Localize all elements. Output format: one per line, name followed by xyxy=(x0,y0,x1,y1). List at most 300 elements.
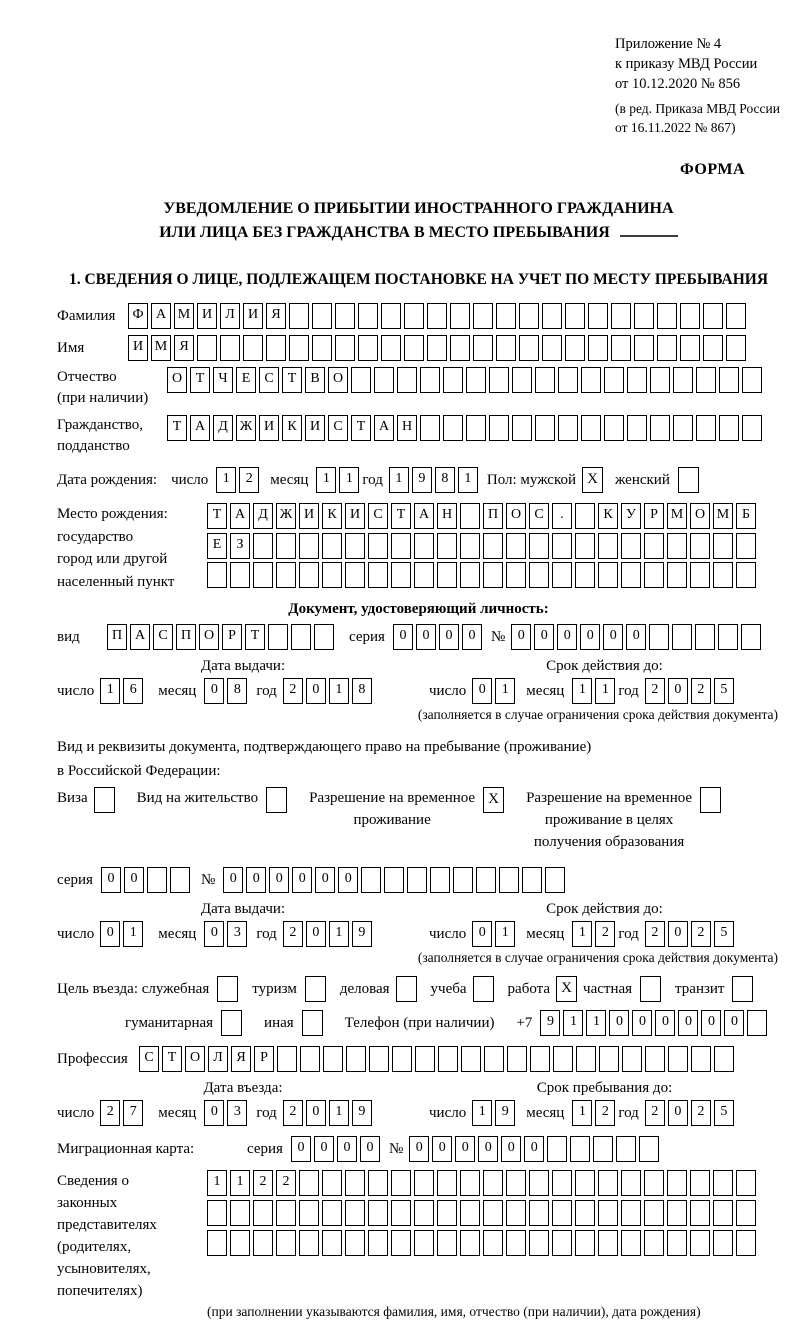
rvp-checkbox[interactable]: X xyxy=(483,787,504,813)
char-box[interactable]: Е xyxy=(207,533,227,559)
char-box[interactable] xyxy=(322,1200,342,1226)
char-box[interactable] xyxy=(650,367,670,393)
char-box[interactable]: 0 xyxy=(306,921,326,947)
char-box[interactable]: С xyxy=(368,503,388,529)
char-box[interactable] xyxy=(650,415,670,441)
char-box[interactable]: К xyxy=(598,503,618,529)
char-box[interactable]: М xyxy=(667,503,687,529)
char-box[interactable] xyxy=(358,303,378,329)
char-box[interactable] xyxy=(368,533,388,559)
char-box[interactable] xyxy=(599,1046,619,1072)
char-box[interactable]: А xyxy=(190,415,210,441)
char-box[interactable] xyxy=(420,367,440,393)
char-box[interactable]: И xyxy=(259,415,279,441)
char-box[interactable]: И xyxy=(197,303,217,329)
char-box[interactable] xyxy=(289,303,309,329)
char-box[interactable] xyxy=(381,303,401,329)
char-box[interactable] xyxy=(657,335,677,361)
char-box[interactable]: 0 xyxy=(534,624,554,650)
char-box[interactable]: Ф xyxy=(128,303,148,329)
char-box[interactable] xyxy=(437,1230,457,1256)
char-box[interactable] xyxy=(351,367,371,393)
char-box[interactable]: 1 xyxy=(586,1010,606,1036)
char-box[interactable]: 2 xyxy=(283,921,303,947)
char-box[interactable] xyxy=(621,533,641,559)
char-box[interactable] xyxy=(673,415,693,441)
char-box[interactable]: 0 xyxy=(524,1136,544,1162)
char-box[interactable] xyxy=(726,303,746,329)
char-box[interactable] xyxy=(392,1046,412,1072)
rvp-education-checkbox[interactable] xyxy=(700,787,721,813)
char-box[interactable] xyxy=(621,1170,641,1196)
purpose-tourism-checkbox[interactable] xyxy=(305,976,326,1002)
char-box[interactable]: 0 xyxy=(269,867,289,893)
char-box[interactable] xyxy=(529,1170,549,1196)
char-box[interactable]: Л xyxy=(220,303,240,329)
char-box[interactable]: Д xyxy=(253,503,273,529)
char-box[interactable]: 1 xyxy=(495,678,515,704)
char-box[interactable] xyxy=(552,1230,572,1256)
char-box[interactable]: К xyxy=(322,503,342,529)
char-box[interactable]: И xyxy=(305,415,325,441)
char-box[interactable] xyxy=(276,562,296,588)
char-box[interactable]: С xyxy=(328,415,348,441)
char-box[interactable] xyxy=(622,1046,642,1072)
char-box[interactable] xyxy=(243,335,263,361)
char-box[interactable] xyxy=(680,303,700,329)
char-box[interactable]: 0 xyxy=(124,867,144,893)
char-box[interactable] xyxy=(507,1046,527,1072)
char-box[interactable] xyxy=(668,1046,688,1072)
char-box[interactable]: 0 xyxy=(655,1010,675,1036)
char-box[interactable] xyxy=(581,415,601,441)
char-box[interactable] xyxy=(696,367,716,393)
char-box[interactable] xyxy=(276,533,296,559)
char-box[interactable] xyxy=(621,562,641,588)
char-box[interactable]: 1 xyxy=(316,467,336,493)
char-box[interactable] xyxy=(299,1170,319,1196)
char-box[interactable]: 1 xyxy=(329,678,349,704)
char-box[interactable]: 0 xyxy=(337,1136,357,1162)
char-box[interactable] xyxy=(460,562,480,588)
char-box[interactable]: 1 xyxy=(389,467,409,493)
char-box[interactable]: 5 xyxy=(714,678,734,704)
char-box[interactable] xyxy=(460,503,480,529)
char-box[interactable]: 9 xyxy=(540,1010,560,1036)
char-box[interactable]: 0 xyxy=(678,1010,698,1036)
char-box[interactable] xyxy=(598,562,618,588)
char-box[interactable] xyxy=(253,1230,273,1256)
char-box[interactable]: 2 xyxy=(645,921,665,947)
char-box[interactable] xyxy=(736,562,756,588)
char-box[interactable] xyxy=(604,367,624,393)
char-box[interactable]: 0 xyxy=(472,921,492,947)
char-box[interactable]: 1 xyxy=(329,921,349,947)
char-box[interactable] xyxy=(690,1170,710,1196)
char-box[interactable] xyxy=(506,1230,526,1256)
char-box[interactable]: В xyxy=(305,367,325,393)
char-box[interactable]: 0 xyxy=(668,678,688,704)
char-box[interactable]: 8 xyxy=(352,678,372,704)
residence-permit-checkbox[interactable] xyxy=(266,787,287,813)
char-box[interactable]: 0 xyxy=(580,624,600,650)
char-box[interactable]: 0 xyxy=(668,921,688,947)
char-box[interactable] xyxy=(197,335,217,361)
char-box[interactable]: 1 xyxy=(123,921,143,947)
char-box[interactable]: 1 xyxy=(339,467,359,493)
char-box[interactable] xyxy=(437,533,457,559)
char-box[interactable] xyxy=(437,562,457,588)
char-box[interactable] xyxy=(345,562,365,588)
char-box[interactable] xyxy=(522,867,542,893)
purpose-official-checkbox[interactable] xyxy=(217,976,238,1002)
char-box[interactable]: 0 xyxy=(632,1010,652,1036)
char-box[interactable] xyxy=(483,1230,503,1256)
char-box[interactable] xyxy=(639,1136,659,1162)
char-box[interactable] xyxy=(535,367,555,393)
char-box[interactable] xyxy=(547,1136,567,1162)
char-box[interactable] xyxy=(437,1200,457,1226)
char-box[interactable] xyxy=(368,1230,388,1256)
char-box[interactable] xyxy=(575,562,595,588)
char-box[interactable] xyxy=(611,335,631,361)
char-box[interactable]: Я xyxy=(231,1046,251,1072)
char-box[interactable]: А xyxy=(374,415,394,441)
char-box[interactable]: А xyxy=(414,503,434,529)
visa-checkbox[interactable] xyxy=(94,787,115,813)
char-box[interactable] xyxy=(368,1170,388,1196)
char-box[interactable]: О xyxy=(199,624,219,650)
char-box[interactable] xyxy=(289,335,309,361)
char-box[interactable] xyxy=(558,415,578,441)
char-box[interactable]: 1 xyxy=(230,1170,250,1196)
char-box[interactable]: А xyxy=(151,303,171,329)
char-box[interactable]: З xyxy=(230,533,250,559)
char-box[interactable]: 0 xyxy=(314,1136,334,1162)
char-box[interactable] xyxy=(667,562,687,588)
purpose-study-checkbox[interactable] xyxy=(473,976,494,1002)
char-box[interactable] xyxy=(460,1200,480,1226)
char-box[interactable] xyxy=(736,533,756,559)
char-box[interactable]: Т xyxy=(391,503,411,529)
char-box[interactable] xyxy=(736,1170,756,1196)
char-box[interactable]: 9 xyxy=(352,921,372,947)
char-box[interactable] xyxy=(207,1230,227,1256)
char-box[interactable]: 1 xyxy=(495,921,515,947)
char-box[interactable] xyxy=(644,533,664,559)
purpose-business-checkbox[interactable] xyxy=(396,976,417,1002)
char-box[interactable] xyxy=(588,335,608,361)
char-box[interactable] xyxy=(588,303,608,329)
char-box[interactable] xyxy=(695,624,715,650)
char-box[interactable]: 2 xyxy=(283,1100,303,1126)
char-box[interactable] xyxy=(552,533,572,559)
char-box[interactable]: Р xyxy=(644,503,664,529)
char-box[interactable]: 1 xyxy=(595,678,615,704)
char-box[interactable]: 1 xyxy=(216,467,236,493)
char-box[interactable]: П xyxy=(483,503,503,529)
char-box[interactable]: 1 xyxy=(329,1100,349,1126)
char-box[interactable] xyxy=(545,867,565,893)
char-box[interactable] xyxy=(461,1046,481,1072)
char-box[interactable] xyxy=(644,562,664,588)
char-box[interactable]: 9 xyxy=(495,1100,515,1126)
char-box[interactable] xyxy=(299,1230,319,1256)
char-box[interactable] xyxy=(335,335,355,361)
char-box[interactable] xyxy=(690,533,710,559)
char-box[interactable] xyxy=(391,562,411,588)
char-box[interactable] xyxy=(506,1170,526,1196)
char-box[interactable]: 2 xyxy=(100,1100,120,1126)
char-box[interactable] xyxy=(634,335,654,361)
char-box[interactable]: Ж xyxy=(276,503,296,529)
char-box[interactable] xyxy=(519,335,539,361)
char-box[interactable] xyxy=(657,303,677,329)
char-box[interactable] xyxy=(581,367,601,393)
char-box[interactable]: 1 xyxy=(572,921,592,947)
char-box[interactable]: 5 xyxy=(714,1100,734,1126)
char-box[interactable] xyxy=(552,1170,572,1196)
char-box[interactable] xyxy=(374,367,394,393)
char-box[interactable] xyxy=(483,1200,503,1226)
char-box[interactable] xyxy=(742,415,762,441)
char-box[interactable] xyxy=(512,415,532,441)
char-box[interactable]: О xyxy=(506,503,526,529)
char-box[interactable]: Ч xyxy=(213,367,233,393)
char-box[interactable] xyxy=(450,303,470,329)
char-box[interactable]: 0 xyxy=(246,867,266,893)
purpose-work-checkbox[interactable]: X xyxy=(556,976,577,1002)
char-box[interactable] xyxy=(593,1136,613,1162)
char-box[interactable] xyxy=(473,303,493,329)
char-box[interactable] xyxy=(747,1010,767,1036)
char-box[interactable] xyxy=(529,562,549,588)
char-box[interactable] xyxy=(506,562,526,588)
purpose-transit-checkbox[interactable] xyxy=(732,976,753,1002)
char-box[interactable] xyxy=(414,533,434,559)
char-box[interactable] xyxy=(276,1200,296,1226)
char-box[interactable]: 6 xyxy=(123,678,143,704)
char-box[interactable] xyxy=(529,1200,549,1226)
char-box[interactable] xyxy=(621,1230,641,1256)
char-box[interactable] xyxy=(736,1200,756,1226)
char-box[interactable] xyxy=(713,1200,733,1226)
char-box[interactable] xyxy=(207,1200,227,1226)
char-box[interactable] xyxy=(496,303,516,329)
char-box[interactable]: 2 xyxy=(691,921,711,947)
char-box[interactable]: 0 xyxy=(439,624,459,650)
char-box[interactable] xyxy=(312,335,332,361)
char-box[interactable] xyxy=(277,1046,297,1072)
char-box[interactable] xyxy=(314,624,334,650)
char-box[interactable] xyxy=(673,367,693,393)
char-box[interactable] xyxy=(170,867,190,893)
char-box[interactable] xyxy=(345,1230,365,1256)
char-box[interactable]: 0 xyxy=(432,1136,452,1162)
char-box[interactable]: С xyxy=(259,367,279,393)
char-box[interactable] xyxy=(483,562,503,588)
char-box[interactable] xyxy=(322,1230,342,1256)
char-box[interactable]: 0 xyxy=(291,1136,311,1162)
char-box[interactable] xyxy=(322,533,342,559)
char-box[interactable]: 0 xyxy=(462,624,482,650)
char-box[interactable]: О xyxy=(690,503,710,529)
char-box[interactable]: А xyxy=(130,624,150,650)
char-box[interactable] xyxy=(391,533,411,559)
char-box[interactable]: Н xyxy=(397,415,417,441)
char-box[interactable] xyxy=(276,1230,296,1256)
char-box[interactable] xyxy=(460,1170,480,1196)
char-box[interactable] xyxy=(552,1200,572,1226)
char-box[interactable] xyxy=(291,624,311,650)
char-box[interactable] xyxy=(575,1170,595,1196)
char-box[interactable] xyxy=(466,415,486,441)
char-box[interactable]: 3 xyxy=(227,1100,247,1126)
char-box[interactable] xyxy=(598,1200,618,1226)
char-box[interactable] xyxy=(345,1170,365,1196)
char-box[interactable]: 1 xyxy=(563,1010,583,1036)
char-box[interactable] xyxy=(414,562,434,588)
char-box[interactable]: 2 xyxy=(239,467,259,493)
char-box[interactable] xyxy=(483,1170,503,1196)
char-box[interactable] xyxy=(672,624,692,650)
char-box[interactable] xyxy=(713,1230,733,1256)
char-box[interactable]: 2 xyxy=(691,1100,711,1126)
char-box[interactable] xyxy=(437,1170,457,1196)
char-box[interactable]: Я xyxy=(174,335,194,361)
char-box[interactable]: С xyxy=(529,503,549,529)
char-box[interactable]: 1 xyxy=(458,467,478,493)
char-box[interactable]: Т xyxy=(245,624,265,650)
char-box[interactable]: 2 xyxy=(595,1100,615,1126)
char-box[interactable] xyxy=(644,1230,664,1256)
char-box[interactable]: 2 xyxy=(595,921,615,947)
char-box[interactable]: 1 xyxy=(207,1170,227,1196)
char-box[interactable]: К xyxy=(282,415,302,441)
char-box[interactable]: . xyxy=(552,503,572,529)
char-box[interactable]: Д xyxy=(213,415,233,441)
char-box[interactable]: 3 xyxy=(227,921,247,947)
char-box[interactable] xyxy=(384,867,404,893)
char-box[interactable] xyxy=(565,303,585,329)
char-box[interactable]: 0 xyxy=(223,867,243,893)
char-box[interactable] xyxy=(644,1170,664,1196)
char-box[interactable] xyxy=(466,367,486,393)
char-box[interactable] xyxy=(535,415,555,441)
char-box[interactable] xyxy=(649,624,669,650)
char-box[interactable] xyxy=(598,1170,618,1196)
char-box[interactable] xyxy=(368,562,388,588)
char-box[interactable] xyxy=(253,533,273,559)
char-box[interactable] xyxy=(576,1046,596,1072)
char-box[interactable] xyxy=(690,1200,710,1226)
char-box[interactable] xyxy=(483,533,503,559)
char-box[interactable]: 0 xyxy=(472,678,492,704)
char-box[interactable] xyxy=(407,867,427,893)
char-box[interactable] xyxy=(645,1046,665,1072)
char-box[interactable]: 2 xyxy=(283,678,303,704)
char-box[interactable]: Е xyxy=(236,367,256,393)
char-box[interactable]: 0 xyxy=(557,624,577,650)
char-box[interactable] xyxy=(714,1046,734,1072)
char-box[interactable]: Р xyxy=(222,624,242,650)
char-box[interactable]: Н xyxy=(437,503,457,529)
char-box[interactable] xyxy=(404,335,424,361)
char-box[interactable] xyxy=(621,1200,641,1226)
char-box[interactable] xyxy=(644,1200,664,1226)
char-box[interactable]: 9 xyxy=(412,467,432,493)
char-box[interactable]: 0 xyxy=(306,1100,326,1126)
char-box[interactable] xyxy=(438,1046,458,1072)
char-box[interactable] xyxy=(391,1230,411,1256)
char-box[interactable] xyxy=(430,867,450,893)
char-box[interactable]: О xyxy=(167,367,187,393)
char-box[interactable] xyxy=(713,562,733,588)
char-box[interactable]: Т xyxy=(190,367,210,393)
char-box[interactable]: 1 xyxy=(572,678,592,704)
char-box[interactable] xyxy=(253,1200,273,1226)
char-box[interactable] xyxy=(420,415,440,441)
char-box[interactable] xyxy=(506,533,526,559)
char-box[interactable] xyxy=(718,624,738,650)
char-box[interactable] xyxy=(713,533,733,559)
char-box[interactable]: М xyxy=(174,303,194,329)
char-box[interactable] xyxy=(611,303,631,329)
char-box[interactable] xyxy=(484,1046,504,1072)
char-box[interactable] xyxy=(268,624,288,650)
char-box[interactable]: 0 xyxy=(701,1010,721,1036)
char-box[interactable] xyxy=(323,1046,343,1072)
char-box[interactable] xyxy=(473,335,493,361)
char-box[interactable]: 0 xyxy=(409,1136,429,1162)
char-box[interactable]: 0 xyxy=(724,1010,744,1036)
char-box[interactable]: 0 xyxy=(455,1136,475,1162)
char-box[interactable] xyxy=(616,1136,636,1162)
char-box[interactable]: И xyxy=(243,303,263,329)
char-box[interactable]: 0 xyxy=(204,1100,224,1126)
char-box[interactable]: П xyxy=(176,624,196,650)
char-box[interactable]: 0 xyxy=(501,1136,521,1162)
char-box[interactable]: О xyxy=(185,1046,205,1072)
char-box[interactable] xyxy=(742,367,762,393)
char-box[interactable] xyxy=(391,1170,411,1196)
char-box[interactable] xyxy=(266,335,286,361)
char-box[interactable]: Т xyxy=(207,503,227,529)
char-box[interactable] xyxy=(460,533,480,559)
char-box[interactable] xyxy=(381,335,401,361)
char-box[interactable]: 0 xyxy=(292,867,312,893)
char-box[interactable] xyxy=(322,562,342,588)
char-box[interactable] xyxy=(553,1046,573,1072)
char-box[interactable] xyxy=(627,367,647,393)
char-box[interactable]: 0 xyxy=(100,921,120,947)
char-box[interactable] xyxy=(299,533,319,559)
char-box[interactable] xyxy=(575,533,595,559)
char-box[interactable]: Б xyxy=(736,503,756,529)
char-box[interactable] xyxy=(703,335,723,361)
char-box[interactable] xyxy=(719,415,739,441)
char-box[interactable] xyxy=(703,303,723,329)
char-box[interactable]: 0 xyxy=(338,867,358,893)
char-box[interactable] xyxy=(519,303,539,329)
char-box[interactable] xyxy=(427,335,447,361)
char-box[interactable] xyxy=(207,562,227,588)
char-box[interactable] xyxy=(598,1230,618,1256)
char-box[interactable] xyxy=(230,562,250,588)
char-box[interactable] xyxy=(512,367,532,393)
char-box[interactable] xyxy=(713,1170,733,1196)
char-box[interactable]: 0 xyxy=(306,678,326,704)
